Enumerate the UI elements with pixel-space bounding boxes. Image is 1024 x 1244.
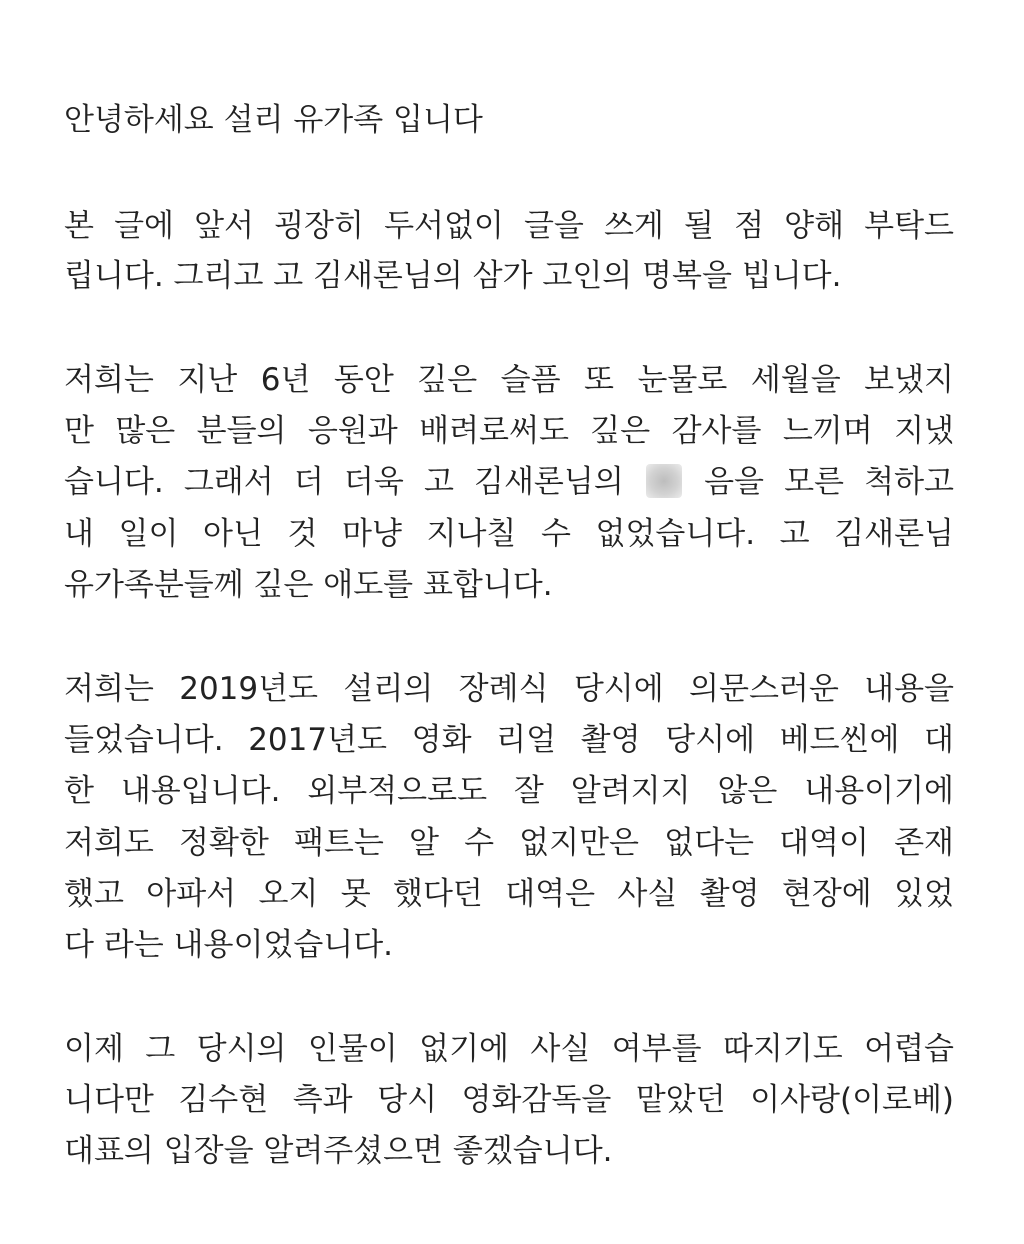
greeting-line: 안녕하세요 설리 유가족 입니다 [64, 102, 483, 138]
paragraph-3-line-3: 한 내용입니다. 외부적으로도 잘 알려지지 않은 내용이기에 [64, 773, 954, 809]
paragraph-2-line-3-start: 습니다. 그래서 더 더욱 고 김새론님의 [64, 464, 624, 500]
paragraph-4-line-1: 이제 그 당시의 인물이 없기에 사실 여부를 따지기도 어렵습 [64, 1031, 954, 1067]
blurred-text-mark [646, 464, 682, 498]
paragraph-2-line-3 [64, 453, 954, 511]
paragraph-2-line-1: 저희는 지난 6년 동안 깊은 슬픔 또 눈물로 세월을 보냈지 [64, 362, 954, 398]
paragraph-3-line-1: 저희는 2019년도 설리의 장례식 당시에 의문스러운 내용을 [64, 671, 954, 707]
paragraph-1-line-1: 본 글에 앞서 굉장히 두서없이 글을 쓰게 될 점 양해 부탁드 [64, 208, 954, 244]
paragraph-4-line-2: 니다만 김수현 측과 당시 영화감독을 맡았던 이사랑(이로베) [64, 1082, 954, 1118]
paragraph-3-line-5: 했고 아파서 오지 못 했다던 대역은 사실 촬영 현장에 있었 [64, 876, 954, 912]
paragraph-2-line-3-end: 음을 모른 척하고 [704, 464, 954, 500]
paragraph-3-line-2: 들었습니다. 2017년도 영화 리얼 촬영 당시에 베드씬에 대 [64, 722, 954, 758]
paragraph-2-line-2: 만 많은 분들의 응원과 배려로써도 깊은 감사를 느끼며 지냈 [64, 413, 954, 449]
paragraph-3-line-6: 다 라는 내용이었습니다. [64, 927, 394, 963]
paragraph-3-line-4: 저희도 정확한 팩트는 알 수 없지만은 없다는 대역이 존재 [64, 825, 954, 861]
paragraph-4-line-3: 대표의 입장을 알려주셨으면 좋겠습니다. [64, 1133, 613, 1169]
paragraph-2-line-4: 내 일이 아닌 것 마냥 지나칠 수 없었습니다. 고 김새론님 [64, 516, 954, 552]
paragraph-2-line-5: 유가족분들께 깊은 애도를 표합니다. [64, 567, 553, 603]
paragraph-1-line-2: 립니다. 그리고 고 김새론님의 삼가 고인의 명복을 빕니다. [64, 258, 842, 294]
